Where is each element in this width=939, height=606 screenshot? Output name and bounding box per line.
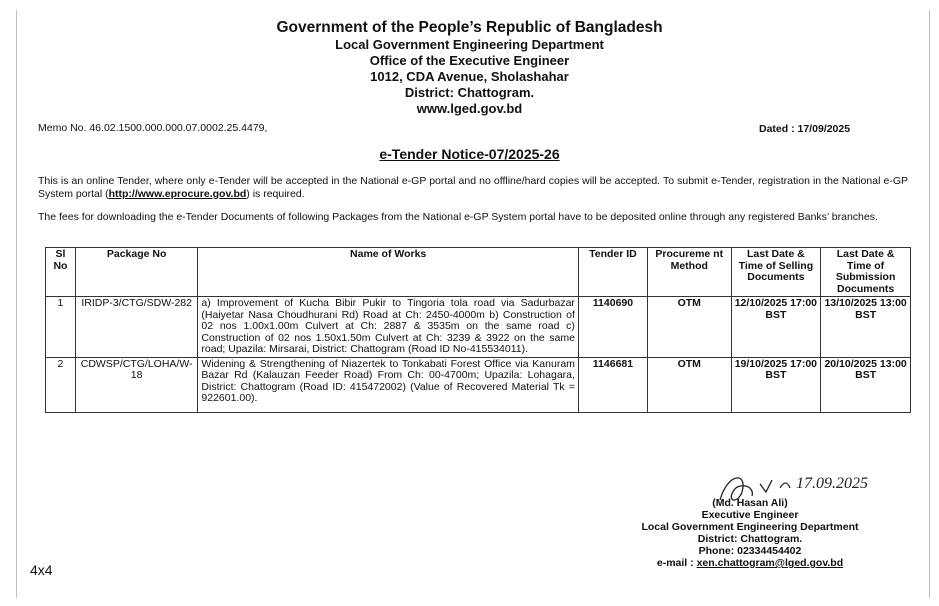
cell-submission: 13/10/2025 13:00 BST xyxy=(821,297,911,358)
cell-sl: 2 xyxy=(46,357,76,412)
col-method: Procureme nt Method xyxy=(648,248,732,297)
department-name: Local Government Engineering Department xyxy=(335,37,604,52)
office-district: District: Chattogram. xyxy=(404,85,535,100)
signatory-district: District: Chattogram. xyxy=(697,533,803,545)
cell-works: Widening & Strengthening of Niazertek to Tonkabati Forest Office via Kanuram Bazar Rd (Kalauzan Feeder Road) From Ch: 00-4700m; Upazila: Lohagara, District: Chattogram (Road ID: 415472002) (Value of Recovered Material Tk = 922601.00). xyxy=(198,357,579,412)
col-sl: Sl No xyxy=(46,248,76,297)
signature-date: 17.09.2025 xyxy=(796,475,868,492)
government-title: Government of the People’s Republic of Bangladesh xyxy=(276,19,663,36)
cell-tender-id: 1140690 xyxy=(578,297,647,358)
cell-method: OTM xyxy=(648,357,732,412)
col-submission: Last Date & Time of Submission Documents xyxy=(821,248,911,297)
eprocure-link[interactable]: http://www.eprocure.gov.bd xyxy=(108,187,247,200)
cell-tender-id: 1146681 xyxy=(578,357,647,412)
signatory-department: Local Government Engineering Department xyxy=(641,521,859,533)
paragraph-text: This is an online Tender, where only e-Tender will be accepted in the National e-GP portal and no offline/hard copies will be accepted. To submit e-Tender, registration in the National e-GP System portal ( xyxy=(38,175,908,200)
signatory-title: Executive Engineer xyxy=(701,509,799,521)
table-header-row xyxy=(46,248,911,297)
tender-table xyxy=(45,247,911,413)
table-row xyxy=(46,297,911,358)
office-name: Office of the Executive Engineer xyxy=(369,53,570,68)
office-address: 1012, CDA Avenue, Sholashahar xyxy=(370,69,569,84)
email-link[interactable]: xen.chattogram@lged.gov.bd xyxy=(696,557,844,569)
cell-package: IRIDP-3/CTG/SDW-282 xyxy=(75,297,198,358)
col-package: Package No xyxy=(75,248,198,297)
table-row xyxy=(46,357,911,412)
cell-sl: 1 xyxy=(46,297,76,358)
col-selling: Last Date & Time of Selling Documents xyxy=(731,248,821,297)
memo-number: Memo No. 46.02.1500.000.000.07.0002.25.4479, xyxy=(38,122,268,134)
letterhead xyxy=(0,18,939,117)
signatory-email-line xyxy=(600,557,900,569)
col-tender-id: Tender ID xyxy=(578,248,647,297)
notice-title xyxy=(0,146,939,162)
online-tender-paragraph xyxy=(38,175,908,200)
signature-block xyxy=(600,497,900,569)
cell-method: OTM xyxy=(648,297,732,358)
corner-label: 4x4 xyxy=(30,562,53,578)
paragraph-text-end: ) is required. xyxy=(246,187,305,200)
cell-package: CDWSP/CTG/LOHA/W-18 xyxy=(75,357,198,412)
fees-paragraph: The fees for downloading the e-Tender Documents of following Packages from the National e-GP System portal have to be deposited online through any registered Banks’ branches. xyxy=(38,211,878,223)
signatory-name: (Md. Hasan Ali) xyxy=(712,497,788,509)
cell-submission: 20/10/2025 13:00 BST xyxy=(821,357,911,412)
website: www.lged.gov.bd xyxy=(416,101,523,116)
cell-selling: 19/10/2025 17:00 BST xyxy=(731,357,821,412)
notice-date: Dated : 17/09/2025 xyxy=(759,123,851,135)
email-label: e-mail : xyxy=(656,557,694,569)
signatory-phone: Phone: 02334454402 xyxy=(698,545,802,557)
col-works: Name of Works xyxy=(198,248,579,297)
cell-selling: 12/10/2025 17:00 BST xyxy=(731,297,821,358)
notice-title-text: e-Tender Notice-07/2025-26 xyxy=(379,146,560,162)
cell-works: a) Improvement of Kucha Bibir Pukir to Tingoria tola road via Sadurbazar (Haiyetar Nasa Choudhurani Rd) Road at Ch: 2450-4000m b) Construction of 02 nos 1.00x1.00m Culvert at Ch: 2887 & 3535m on the same road c) Construction of 02 nos 1.50x1.50m Culvert at Ch: 3239 & 3922 on the same road; Upazila: Mirsarai, District: Chattogram (Road ID No-415534011). xyxy=(198,297,579,358)
